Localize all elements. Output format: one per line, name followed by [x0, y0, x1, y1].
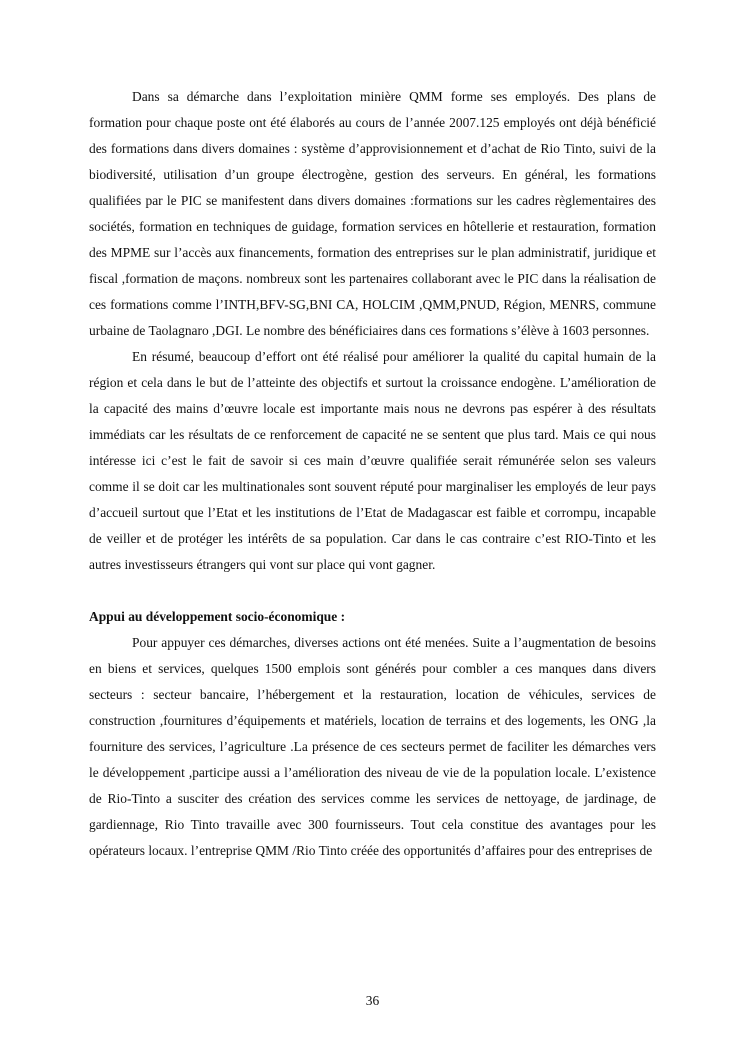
page-number: 36	[365, 993, 380, 1008]
paragraph-training: Dans sa démarche dans l’exploitation minière QMM forme ses employés. Des plans de formation pour chaque poste ont été élaborés au cours de l’année 2007.125 employés ont déjà bénéficié des formations dans divers domaines : système d’approvisionnement et d’achat de Rio Tinto, suivi de la biodiversité, utilisation d’un groupe électrogène, gestion des serveurs. En général, les formations qualifiées par le PIC se manifestent dans divers domaines :formations sur les cadres règlementaires des sociétés, formation en techniques de guidage, formation services en hôtellerie et restauration, formation des MPME sur l’accès aux financements, formation des entreprises sur le plan administratif, juridique et fiscal ,formation de maçons. nombreux sont les partenaires collaborant avec le PIC dans la réalisation de ces formations comme l’INTH,BFV-SG,BNI CA, HOLCIM ,QMM,PNUD, Région, MENRS, commune urbaine de Taolagnaro ,DGI. Le nombre des bénéficiaires dans ces formations s’élève à 1603 personnes.	[89, 89, 656, 338]
paragraph-summary: En résumé, beaucoup d’effort ont été réalisé pour améliorer la qualité du capital humain de la région et cela dans le but de l’atteinte des objectifs et surtout la croissance endogène. L’amélioration de la capacité des mains d’œuvre locale est importante mais nous ne devrons pas espérer à des résultats immédiats car les résultats de ce renforcement de capacité ne se sentent que plus tard. Mais ce qui nous intéresse ici c’est le fait de savoir si ces main d’œuvre qualifiée serait rémunérée selon ses valeurs comme il se doit car les multinationales sont souvent réputé pour marginaliser les employés de leur pays d’accueil surtout que l’Etat et les institutions de l’Etat de Madagascar est faible et corrompu, incapable de veiller et de protéger les intérêts de sa population. Car dans le cas contraire c’est RIO-Tinto et les autres investisseurs étrangers qui vont sur place qui vont gagner.	[89, 349, 656, 572]
paragraph-socio-economic: Pour appuyer ces démarches, diverses actions ont été menées. Suite a l’augmentation de besoins en biens et services, quelques 1500 emplois sont générés pour combler a ces manques dans divers secteurs : secteur bancaire, l’hébergement et la restauration, location de véhicules, services de construction ,fournitures d’équipements et matériels, location de terrains et des logements, les ONG ,la fourniture des services, l’agriculture .La présence de ces secteurs permet de faciliter les démarches vers le développement ,participe aussi a l’amélioration des niveau de vie de la population locale. L’existence de Rio-Tinto a susciter des création des services comme les services de nettoyage, de jardinage, de gardiennage, Rio Tinto travaille avec 300 fournisseurs. Tout cela constitue des avantages pour les opérateurs locaux. l’entreprise QMM /Rio Tinto créée des opportunités d’affaires pour des entreprises de	[89, 635, 656, 858]
paragraph-gap	[89, 578, 656, 604]
section-heading: Appui au développement socio-économique :	[89, 609, 346, 624]
